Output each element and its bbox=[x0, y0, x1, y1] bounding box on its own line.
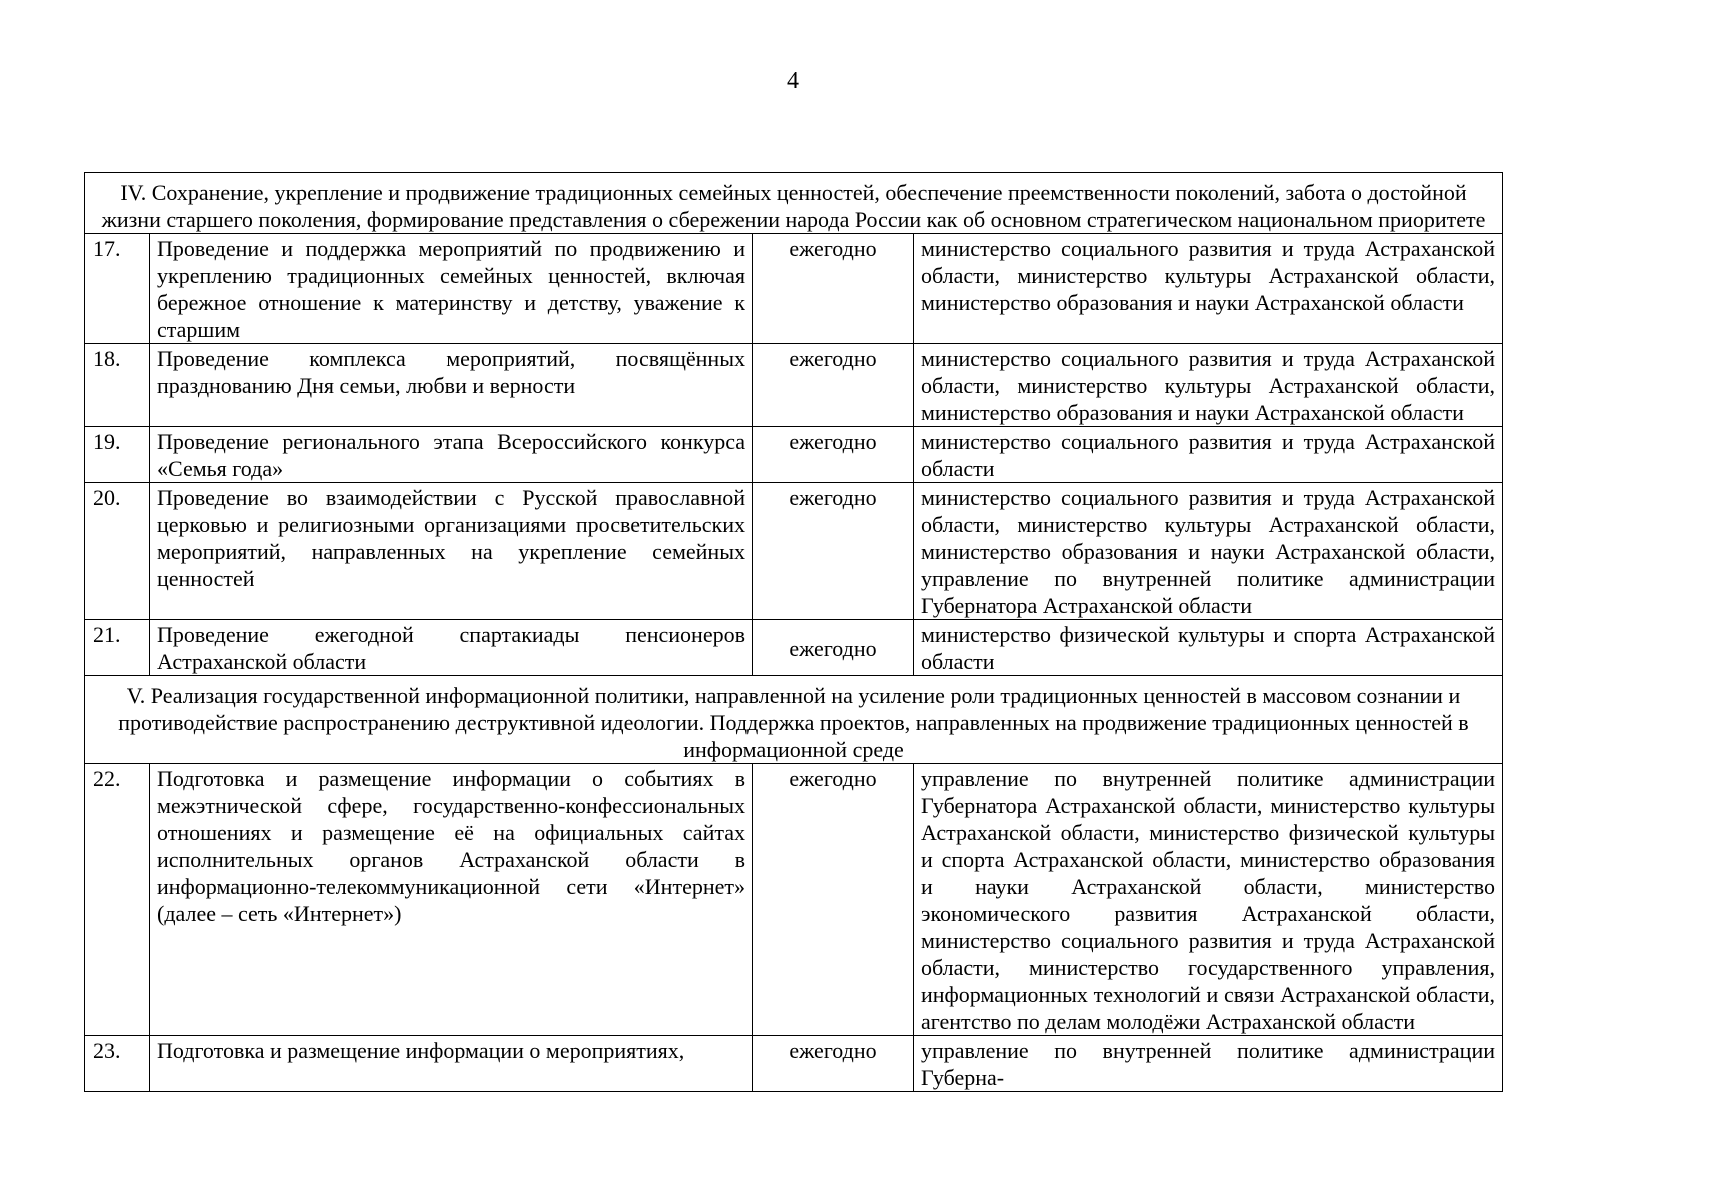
table-row bbox=[85, 344, 1503, 427]
event-cell: Подготовка и размещение информации о событиях в межэтнической сфере, государственно-конфессиональных отношениях и размещение её на официальных сайтах исполнительных органов Астраханской области в информационно-телекоммуникационной сети «Интернет» (далее – сеть «Интернет») bbox=[150, 764, 753, 1036]
table-row bbox=[85, 483, 1503, 620]
executors-cell: министерство социального развития и труда Астраханской области, министерство культуры Астраханской области, министерство образования и науки Астраханской области bbox=[914, 234, 1503, 344]
event-cell: Подготовка и размещение информации о мероприятиях, bbox=[150, 1036, 753, 1092]
table-row bbox=[85, 764, 1503, 1036]
period-cell: ежегодно bbox=[753, 1036, 914, 1092]
executors-cell: управление по внутренней политике администрации Губернатора Астраханской области, министерство культуры Астраханской области, министерство физической культуры и спорта Астраханской области, министерство образования и науки Астраханской области, министерство экономического развития Астраханской области, министерство социального развития и труда Астраханской области, министерство государственного управления, информационных технологий и связи Астраханской области, агентство по делам молодёжи Астраханской области bbox=[914, 764, 1503, 1036]
row-number: 22. bbox=[85, 764, 150, 1036]
row-number: 21. bbox=[85, 620, 150, 676]
row-number: 19. bbox=[85, 427, 150, 483]
row-number: 18. bbox=[85, 344, 150, 427]
table-row bbox=[85, 234, 1503, 344]
section-title: V. Реализация государственной информационной политики, направленной на усиление роли традиционных ценностей в массовом сознании и противодействие распространению деструктивной идеологии. Поддержка проектов, направленных на продвижение традиционных ценностей в информационной среде bbox=[85, 676, 1503, 764]
section-title: IV. Сохранение, укрепление и продвижение традиционных семейных ценностей, обеспечение преемственности поколений, забота о достойной жизни старшего поколения, формирование представления о сбережении народа России как об основном стратегическом национальном приоритете bbox=[85, 173, 1503, 234]
period-cell: ежегодно bbox=[753, 483, 914, 620]
event-cell: Проведение комплекса мероприятий, посвящённых празднованию Дня семьи, любви и верности bbox=[150, 344, 753, 427]
event-cell: Проведение и поддержка мероприятий по продвижению и укреплению традиционных семейных ценностей, включая бережное отношение к материнству и детству, уважение к старшим bbox=[150, 234, 753, 344]
executors-cell: министерство социального развития и труда Астраханской области, министерство культуры Астраханской области, министерство образования и науки Астраханской области bbox=[914, 344, 1503, 427]
period-cell: ежегодно bbox=[753, 427, 914, 483]
table-row bbox=[85, 427, 1503, 483]
period-cell: ежегодно bbox=[753, 344, 914, 427]
section-header-row bbox=[85, 676, 1503, 764]
event-cell: Проведение ежегодной спартакиады пенсионеров Астраханской области bbox=[150, 620, 753, 676]
page-number: 4 bbox=[787, 68, 799, 94]
executors-cell: управление по внутренней политике администрации Губерна- bbox=[914, 1036, 1503, 1092]
period-cell: ежегодно bbox=[753, 234, 914, 344]
section-header-row bbox=[85, 173, 1503, 234]
row-number: 17. bbox=[85, 234, 150, 344]
table-row bbox=[85, 620, 1503, 676]
period-cell: ежегодно bbox=[753, 620, 914, 676]
executors-cell: министерство физической культуры и спорта Астраханской области bbox=[914, 620, 1503, 676]
row-number: 20. bbox=[85, 483, 150, 620]
table-row bbox=[85, 1036, 1503, 1092]
period-cell: ежегодно bbox=[753, 764, 914, 1036]
measures-table bbox=[84, 172, 1503, 1092]
executors-cell: министерство социального развития и труда Астраханской области bbox=[914, 427, 1503, 483]
event-cell: Проведение регионального этапа Всероссийского конкурса «Семья года» bbox=[150, 427, 753, 483]
executors-cell: министерство социального развития и труда Астраханской области, министерство культуры Астраханской области, министерство образования и науки Астраханской области, управление по внутренней политике администрации Губернатора Астраханской области bbox=[914, 483, 1503, 620]
event-cell: Проведение во взаимодействии с Русской православной церковью и религиозными организациями просветительских мероприятий, направленных на укрепление семейных ценностей bbox=[150, 483, 753, 620]
row-number: 23. bbox=[85, 1036, 150, 1092]
